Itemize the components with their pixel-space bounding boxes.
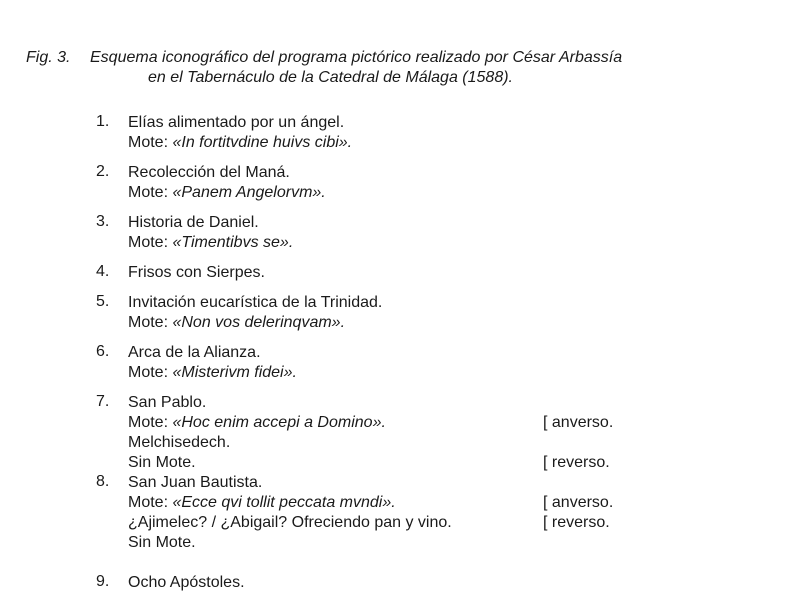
list-item <box>0 393 794 473</box>
item-line <box>0 183 794 203</box>
item-line <box>0 573 794 593</box>
figure-caption <box>26 48 622 88</box>
item-line <box>0 213 794 233</box>
item-line <box>0 313 794 333</box>
list-item <box>0 163 794 203</box>
mote-text: «Non vos delerinqvam». <box>172 314 346 331</box>
list-item <box>0 113 794 153</box>
item-line <box>0 363 794 383</box>
item-line <box>0 473 794 493</box>
item-line <box>0 163 794 183</box>
mote-label: Mote: <box>128 364 173 381</box>
item-line <box>0 133 794 153</box>
item-number: 6. <box>96 343 110 360</box>
item-line <box>0 393 794 413</box>
item-text: Frisos con Sierpes. <box>128 264 265 281</box>
mote-text: «Hoc enim accepi a Domino». <box>172 414 386 431</box>
item-line <box>0 453 794 473</box>
item-text: Elías alimentado por un ángel. <box>128 114 345 131</box>
item-text: Ocho Apóstoles. <box>128 574 245 591</box>
item-line <box>0 293 794 313</box>
item-text: Arca de la Alianza. <box>128 344 261 361</box>
item-text: Sin Mote. <box>128 454 196 471</box>
mote-text: «Timentibvs se». <box>172 234 294 251</box>
figure-label: Fig. 3. <box>26 49 71 66</box>
list-item <box>0 573 794 593</box>
side-note: [ reverso. <box>543 454 610 471</box>
item-line <box>0 343 794 363</box>
mote-text: «Ecce qvi tollit peccata mvndi». <box>172 494 396 511</box>
item-line <box>0 413 794 433</box>
item-number: 3. <box>96 213 110 230</box>
item-text: Sin Mote. <box>128 534 196 551</box>
list-item <box>0 293 794 333</box>
item-number: 8. <box>96 473 110 490</box>
item-text: Historia de Daniel. <box>128 214 259 231</box>
item-text: San Juan Bautista. <box>128 474 263 491</box>
mote-label: Mote: <box>128 414 173 431</box>
list-item <box>0 213 794 253</box>
list-item <box>0 343 794 383</box>
mote-text: «In fortitvdine huivs cibi». <box>172 134 353 151</box>
side-note: [ reverso. <box>543 514 610 531</box>
side-note: [ anverso. <box>543 414 614 431</box>
item-text: Recolección del Maná. <box>128 164 290 181</box>
mote-label: Mote: <box>128 134 173 151</box>
item-number: 2. <box>96 163 110 180</box>
item-line <box>0 493 794 513</box>
mote-label: Mote: <box>128 184 173 201</box>
list-item <box>0 473 794 553</box>
item-number: 9. <box>96 573 110 590</box>
item-line <box>0 113 794 133</box>
item-number: 5. <box>96 293 110 310</box>
item-line <box>0 433 794 453</box>
caption-line-2: en el Tabernáculo de la Catedral de Málaga (1588). <box>148 69 513 86</box>
item-number: 4. <box>96 263 110 280</box>
item-number: 7. <box>96 393 110 410</box>
mote-label: Mote: <box>128 234 173 251</box>
item-text: ¿Ajimelec? / ¿Abigail? Ofreciendo pan y vino. <box>128 514 452 531</box>
caption-title: Esquema iconográfico del programa pictórico realizado por César Arbassía <box>90 49 623 66</box>
item-text: Melchisedech. <box>128 434 231 451</box>
item-line <box>0 263 794 283</box>
item-text: San Pablo. <box>128 394 207 411</box>
item-text: Invitación eucarística de la Trinidad. <box>128 294 383 311</box>
mote-text: «Misterivm fidei». <box>172 364 297 381</box>
item-line <box>0 513 794 533</box>
caption-line-1 <box>26 48 622 68</box>
side-note: [ anverso. <box>543 494 614 511</box>
mote-text: «Panem Angelorvm». <box>172 184 326 201</box>
mote-label: Mote: <box>128 314 173 331</box>
item-line <box>0 233 794 253</box>
item-number: 1. <box>96 113 110 130</box>
mote-label: Mote: <box>128 494 173 511</box>
item-line <box>0 533 794 553</box>
list-item <box>0 263 794 283</box>
